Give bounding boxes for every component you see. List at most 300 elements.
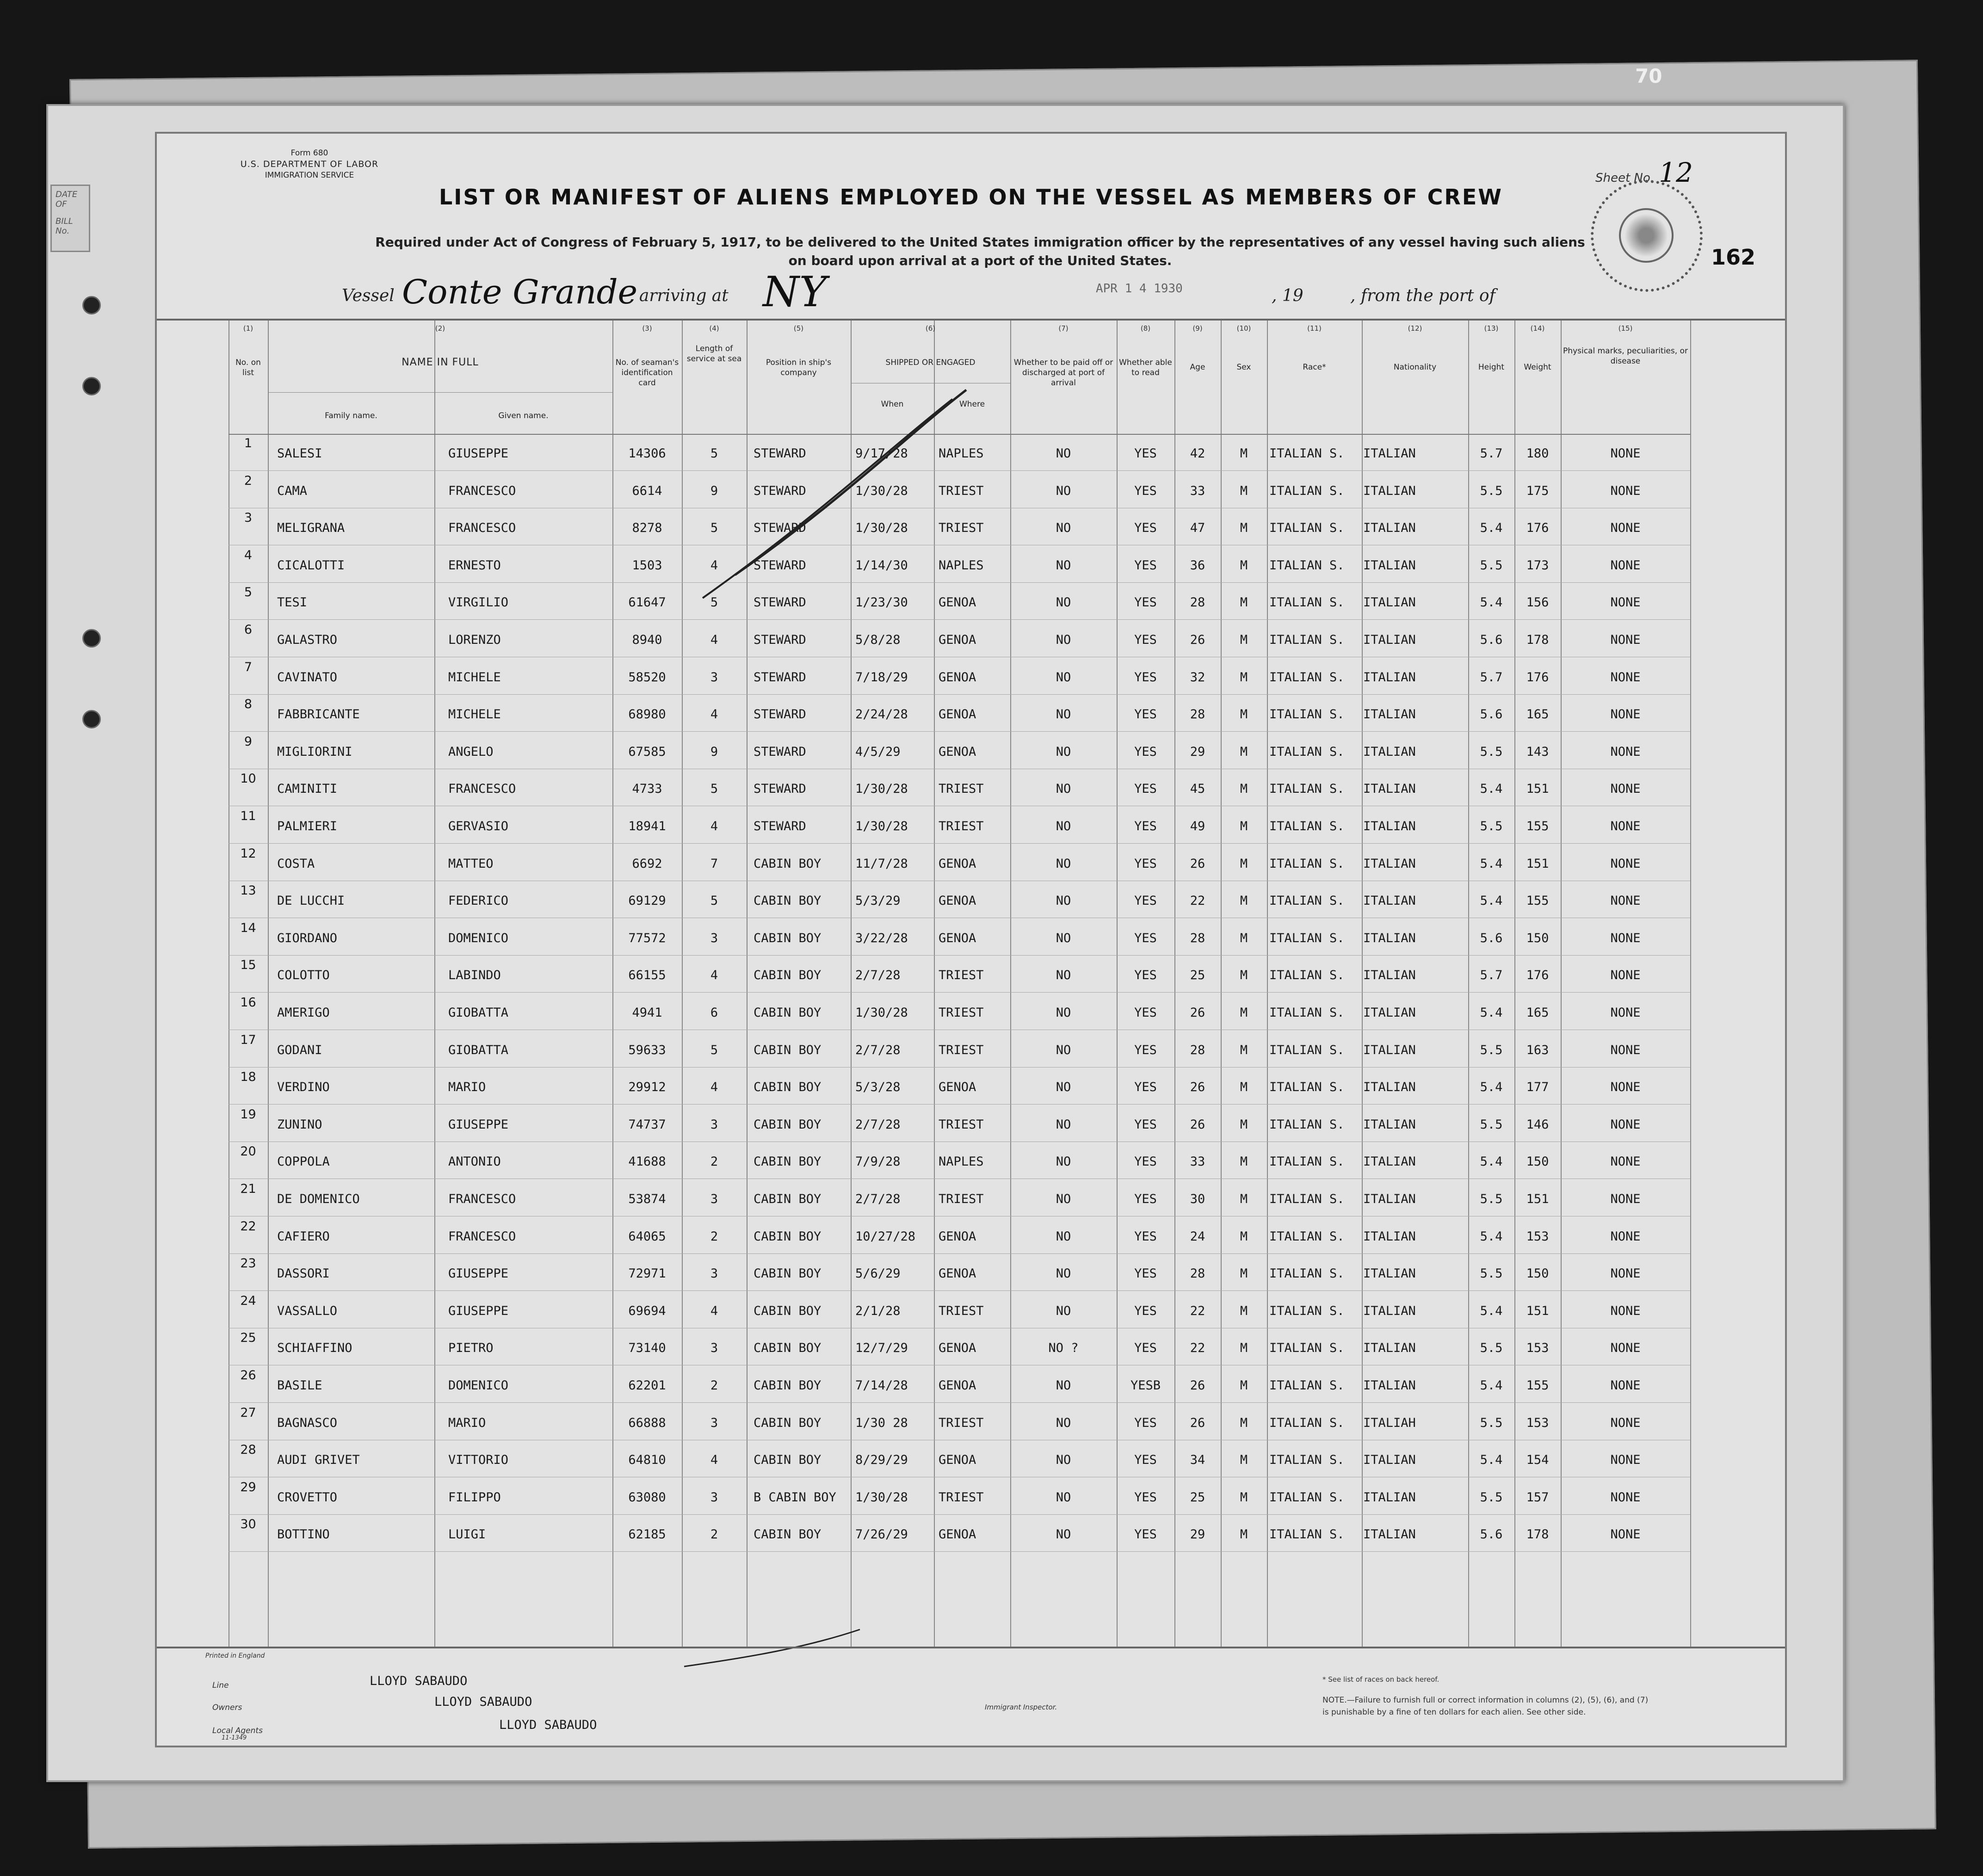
cell-marks: NONE (1610, 744, 1641, 759)
col-header-service: Length of service at sea (686, 344, 742, 364)
cell-where: TRIEST (939, 1117, 984, 1132)
cell-service: 3 (710, 1341, 718, 1356)
col-header-paid-off: Whether to be paid off or discharged at port of arrival (1013, 358, 1113, 388)
cell-position: STEWARD (754, 819, 806, 833)
col-header-sex: Sex (1236, 363, 1251, 372)
cell-height: 5.5 (1480, 744, 1503, 759)
cell-service: 2 (710, 1378, 718, 1393)
cell-where: TRIEST (939, 521, 984, 536)
cell-when: 8/29/29 (855, 1453, 908, 1468)
cell-race: ITALIAN S. (1269, 446, 1345, 461)
cell-when: 5/8/28 (855, 633, 901, 647)
cell-race: ITALIAN S. (1269, 595, 1345, 610)
cell-family: GIORDANO (277, 931, 338, 945)
col-header-age: Age (1190, 363, 1205, 372)
cell-no: 2 (244, 473, 253, 488)
cell-race: ITALIAN S. (1269, 1527, 1345, 1542)
cell-position: STEWARD (754, 633, 806, 647)
cell-height: 5.5 (1480, 1043, 1503, 1057)
crew-table (157, 321, 1785, 1647)
subtitle-line-1: Required under Act of Congress of February 5, 1917, to be delivered to the United States immigration officer by the representatives of any vessel having such aliens (375, 234, 1585, 250)
fine-note-line-2: is punishable by a fine of ten dollars for each alien. See other side. (1322, 1708, 1586, 1717)
cell-card: 4941 (632, 1006, 662, 1020)
cell-service: 9 (710, 744, 718, 759)
cell-position: CABIN BOY (754, 968, 822, 983)
cell-where: TRIEST (939, 1006, 984, 1020)
cell-service: 7 (710, 856, 718, 871)
cell-family: BOTTINO (277, 1527, 330, 1542)
cell-when: 4/5/29 (855, 744, 901, 759)
cell-nationality: ITALIAN (1363, 1527, 1416, 1542)
cell-given: MICHELE (448, 670, 501, 685)
cell-position: STEWARD (754, 595, 806, 610)
cell-position: CABIN BOY (754, 1080, 822, 1095)
cell-height: 5.7 (1480, 968, 1503, 983)
cell-height: 5.7 (1480, 670, 1503, 685)
cell-sex: M (1240, 1080, 1248, 1095)
col-num-12: (12) (1408, 324, 1422, 333)
cell-where: GENOA (939, 1229, 976, 1244)
cell-weight: 155 (1526, 894, 1549, 908)
cell-given: PIETRO (448, 1341, 494, 1356)
cell-race: ITALIAN S. (1269, 1415, 1345, 1430)
cell-nationality: ITALIAN (1363, 1490, 1416, 1505)
cell-nationality: ITALIAN (1363, 819, 1416, 833)
col-num-10: (10) (1236, 324, 1251, 333)
cell-sex: M (1240, 521, 1248, 536)
vessel-label: Vessel (342, 286, 395, 305)
cell-service: 5 (710, 894, 718, 908)
cell-age: 32 (1190, 670, 1205, 685)
cell-given: MICHELE (448, 707, 501, 722)
cell-paid: NO (1056, 1490, 1071, 1505)
cell-family: DE LUCCHI (277, 894, 345, 908)
cell-card: 66155 (628, 968, 666, 983)
cell-card: 62201 (628, 1378, 666, 1393)
cell-race: ITALIAN S. (1269, 670, 1345, 685)
cell-given: MATTEO (448, 856, 494, 871)
cell-family: COLOTTO (277, 968, 330, 983)
cell-when: 1/30/28 (855, 1490, 908, 1505)
cell-read: YES (1134, 707, 1157, 722)
cell-age: 28 (1190, 1043, 1205, 1057)
cell-paid: NO (1056, 670, 1071, 685)
cell-marks: NONE (1610, 446, 1641, 461)
cell-no: 1 (244, 436, 253, 450)
cell-paid: NO (1056, 968, 1071, 983)
cell-given: FRANCESCO (448, 782, 516, 796)
cell-sex: M (1240, 931, 1248, 945)
cell-race: ITALIAN S. (1269, 1490, 1345, 1505)
cell-height: 5.4 (1480, 1006, 1503, 1020)
cell-nationality: ITALIAN (1363, 1043, 1416, 1057)
cell-age: 26 (1190, 633, 1205, 647)
cell-nationality: ITALIAN (1363, 707, 1416, 722)
cell-weight: 178 (1526, 1527, 1549, 1542)
cell-no: 14 (240, 920, 256, 935)
cell-age: 36 (1190, 558, 1205, 573)
cell-when: 5/3/29 (855, 894, 901, 908)
cell-race: ITALIAN S. (1269, 968, 1345, 983)
cell-where: TRIEST (939, 1415, 984, 1430)
binder-hole (82, 377, 101, 395)
cell-age: 29 (1190, 1527, 1205, 1542)
cell-card: 77572 (628, 931, 666, 945)
cell-when: 7/14/28 (855, 1378, 908, 1393)
cell-service: 5 (710, 521, 718, 536)
cell-race: ITALIAN S. (1269, 856, 1345, 871)
cell-sex: M (1240, 483, 1248, 498)
cell-no: 6 (244, 623, 253, 637)
cell-weight: 157 (1526, 1490, 1549, 1505)
cell-position: CABIN BOY (754, 856, 822, 871)
cell-height: 5.5 (1480, 819, 1503, 833)
cell-where: GENOA (939, 1341, 976, 1356)
cell-marks: NONE (1610, 931, 1641, 945)
cell-position: CABIN BOY (754, 1229, 822, 1244)
cell-where: NAPLES (939, 1154, 984, 1169)
cell-nationality: ITALIAN (1363, 1229, 1416, 1244)
cell-weight: 151 (1526, 782, 1549, 796)
cell-read: YES (1134, 1303, 1157, 1318)
cell-where: GENOA (939, 670, 976, 685)
cell-marks: NONE (1610, 1415, 1641, 1430)
cell-when: 10/27/28 (855, 1229, 916, 1244)
cell-when: 2/24/28 (855, 707, 908, 722)
cell-race: ITALIAN S. (1269, 633, 1345, 647)
cell-marks: NONE (1610, 1341, 1641, 1356)
cell-family: MIGLIORINI (277, 744, 352, 759)
cell-race: ITALIAN S. (1269, 1154, 1345, 1169)
cell-height: 5.5 (1480, 1415, 1503, 1430)
cell-where: GENOA (939, 931, 976, 945)
col-num-11: (11) (1307, 324, 1322, 333)
cell-family: COSTA (277, 856, 315, 871)
cell-height: 5.4 (1480, 782, 1503, 796)
cell-sex: M (1240, 1006, 1248, 1020)
cell-card: 69129 (628, 894, 666, 908)
cell-race: ITALIAN S. (1269, 819, 1345, 833)
cell-age: 26 (1190, 1006, 1205, 1020)
cell-marks: NONE (1610, 483, 1641, 498)
cell-position: STEWARD (754, 782, 806, 796)
cell-when: 5/3/28 (855, 1080, 901, 1095)
cell-height: 5.6 (1480, 633, 1503, 647)
cell-when: 2/7/28 (855, 1043, 901, 1057)
cell-card: 68980 (628, 707, 666, 722)
cell-when: 2/1/28 (855, 1303, 901, 1318)
cell-marks: NONE (1610, 819, 1641, 833)
cell-family: BAGNASCO (277, 1415, 338, 1430)
cell-family: SCHIAFFINO (277, 1341, 352, 1356)
cell-position: CABIN BOY (754, 894, 822, 908)
cell-given: GIUSEPPE (448, 1266, 509, 1281)
cell-age: 45 (1190, 782, 1205, 796)
cell-read: YES (1134, 1490, 1157, 1505)
cell-service: 2 (710, 1229, 718, 1244)
cell-age: 22 (1190, 894, 1205, 908)
cell-card: 53874 (628, 1192, 666, 1206)
cell-read: YES (1134, 894, 1157, 908)
cell-race: ITALIAN S. (1269, 894, 1345, 908)
cell-paid: NO (1056, 446, 1071, 461)
line-label: Line (212, 1681, 229, 1690)
cell-sex: M (1240, 1117, 1248, 1132)
col-header-where: Where (959, 400, 985, 409)
cell-no: 27 (240, 1405, 256, 1420)
cell-card: 29912 (628, 1080, 666, 1095)
cell-height: 5.5 (1480, 1266, 1503, 1281)
cell-height: 5.5 (1480, 1490, 1503, 1505)
cell-weight: 165 (1526, 1006, 1549, 1020)
arrival-date-stamp: APR 1 4 1930 (1096, 282, 1183, 296)
cell-where: TRIEST (939, 782, 984, 796)
cell-given: LUIGI (448, 1527, 486, 1542)
line-value: LLOYD SABAUDO (370, 1674, 468, 1688)
cell-where: GENOA (939, 856, 976, 871)
cell-family: TESI (277, 595, 308, 610)
col-num-15: (15) (1618, 324, 1633, 333)
cell-given: FEDERICO (448, 894, 509, 908)
cell-where: GENOA (939, 1266, 976, 1281)
cell-position: STEWARD (754, 446, 806, 461)
cell-age: 47 (1190, 521, 1205, 536)
col-num-1: (1) (243, 324, 253, 333)
cell-family: PALMIERI (277, 819, 338, 833)
cell-nationality: ITALIAN (1363, 633, 1416, 647)
cell-family: CAFIERO (277, 1229, 330, 1244)
cell-where: TRIEST (939, 1043, 984, 1057)
cell-sex: M (1240, 894, 1248, 908)
cell-when: 3/22/28 (855, 931, 908, 945)
cell-nationality: ITALIAN (1363, 856, 1416, 871)
cell-card: 59633 (628, 1043, 666, 1057)
cell-weight: 146 (1526, 1117, 1549, 1132)
cell-service: 4 (710, 707, 718, 722)
side-label-bill: BILL No. (56, 216, 73, 236)
cell-family: VASSALLO (277, 1303, 338, 1318)
cell-nationality: ITALIAN (1363, 1266, 1416, 1281)
cell-given: GIUSEPPE (448, 446, 509, 461)
cell-nationality: ITALIAN (1363, 1303, 1416, 1318)
cell-paid: NO (1056, 1266, 1071, 1281)
cell-age: 25 (1190, 968, 1205, 983)
cell-sex: M (1240, 558, 1248, 573)
cell-card: 6614 (632, 483, 662, 498)
cell-read: YESB (1130, 1378, 1161, 1393)
cell-marks: NONE (1610, 1043, 1641, 1057)
cell-sex: M (1240, 1192, 1248, 1206)
col-num-14: (14) (1530, 324, 1545, 333)
cell-position: CABIN BOY (754, 1043, 822, 1057)
arrival-port: NY (763, 268, 827, 316)
cell-weight: 175 (1526, 483, 1549, 498)
cell-race: ITALIAN S. (1269, 931, 1345, 945)
cell-marks: NONE (1610, 1080, 1641, 1095)
cell-service: 5 (710, 782, 718, 796)
cell-service: 3 (710, 670, 718, 685)
cell-when: 2/7/28 (855, 1192, 901, 1206)
cell-position: CABIN BOY (754, 1266, 822, 1281)
cell-height: 5.5 (1480, 1341, 1503, 1356)
cell-sex: M (1240, 633, 1248, 647)
cell-when: 12/7/29 (855, 1341, 908, 1356)
col-num-3: (3) (642, 324, 652, 333)
cell-card: 74737 (628, 1117, 666, 1132)
cell-service: 4 (710, 968, 718, 983)
cell-family: ZUNINO (277, 1117, 322, 1132)
arriving-label: , arriving at (629, 286, 729, 305)
cell-position: STEWARD (754, 483, 806, 498)
cell-family: AUDI GRIVET (277, 1453, 360, 1468)
cell-position: CABIN BOY (754, 1378, 822, 1393)
cell-read: YES (1134, 819, 1157, 833)
cell-nationality: ITALIAN (1363, 1117, 1416, 1132)
cell-marks: NONE (1610, 1527, 1641, 1542)
cell-height: 5.5 (1480, 558, 1503, 573)
cell-sex: M (1240, 819, 1248, 833)
vessel-line (342, 268, 1544, 316)
cell-weight: 153 (1526, 1341, 1549, 1356)
cell-race: ITALIAN S. (1269, 782, 1345, 796)
cell-given: VIRGILIO (448, 595, 509, 610)
cell-height: 5.4 (1480, 1453, 1503, 1468)
cell-height: 5.5 (1480, 1192, 1503, 1206)
cell-read: YES (1134, 1006, 1157, 1020)
cell-marks: NONE (1610, 1154, 1641, 1169)
cell-given: GERVASIO (448, 819, 509, 833)
cell-height: 5.4 (1480, 521, 1503, 536)
cell-sex: M (1240, 856, 1248, 871)
col-num-9: (9) (1192, 324, 1203, 333)
cell-family: CICALOTTI (277, 558, 345, 573)
col-num-6: (6) (925, 324, 936, 333)
cell-card: 64065 (628, 1229, 666, 1244)
cell-race: ITALIAN S. (1269, 483, 1345, 498)
cell-nationality: ITALIAN (1363, 446, 1416, 461)
cell-paid: NO (1056, 633, 1071, 647)
cell-where: NAPLES (939, 558, 984, 573)
cell-card: 1503 (632, 558, 662, 573)
cell-nationality: ITALIAN (1363, 782, 1416, 796)
cell-when: 1/30/28 (855, 819, 908, 833)
cell-marks: NONE (1610, 670, 1641, 685)
cell-given: GIUSEPPE (448, 1117, 509, 1132)
cell-height: 5.5 (1480, 1117, 1503, 1132)
cell-where: GENOA (939, 744, 976, 759)
cell-nationality: ITALIAN (1363, 1341, 1416, 1356)
cell-marks: NONE (1610, 521, 1641, 536)
cell-height: 5.6 (1480, 931, 1503, 945)
cell-where: GENOA (939, 595, 976, 610)
cell-paid: NO (1056, 894, 1071, 908)
cell-marks: NONE (1610, 707, 1641, 722)
cell-no: 24 (240, 1293, 256, 1308)
cell-paid: NO ? (1048, 1341, 1079, 1356)
cell-no: 5 (244, 585, 253, 600)
cell-given: ANTONIO (448, 1154, 501, 1169)
cell-given: GIUSEPPE (448, 1303, 509, 1318)
cell-marks: NONE (1610, 856, 1641, 871)
cell-where: GENOA (939, 1527, 976, 1542)
cell-read: YES (1134, 1154, 1157, 1169)
cell-when: 11/7/28 (855, 856, 908, 871)
cell-given: DOMENICO (448, 1378, 509, 1393)
cell-paid: NO (1056, 782, 1071, 796)
cell-marks: NONE (1610, 1453, 1641, 1468)
col-header-position: Position in ship's company (766, 358, 832, 377)
cell-marks: NONE (1610, 1006, 1641, 1020)
cell-read: YES (1134, 595, 1157, 610)
cell-no: 9 (244, 734, 253, 749)
cell-no: 8 (244, 697, 253, 712)
cell-card: 64810 (628, 1453, 666, 1468)
cell-no: 23 (240, 1256, 256, 1271)
col-header-shipped: SHIPPED OR ENGAGED (885, 358, 976, 367)
cell-sex: M (1240, 1490, 1248, 1505)
cell-paid: NO (1056, 1006, 1071, 1020)
cell-no: 13 (240, 883, 256, 898)
cell-when: 1/30/28 (855, 521, 908, 536)
cell-card: 4733 (632, 782, 662, 796)
cell-marks: NONE (1610, 1303, 1641, 1318)
cell-race: ITALIAN S. (1269, 558, 1345, 573)
cell-nationality: ITALIAN (1363, 931, 1416, 945)
cell-given: ERNESTO (448, 558, 501, 573)
cell-age: 28 (1190, 931, 1205, 945)
cell-no: 12 (240, 846, 256, 861)
cell-nationality: ITALIAN (1363, 894, 1416, 908)
cell-weight: 155 (1526, 819, 1549, 833)
cell-race: ITALIAN S. (1269, 1303, 1345, 1318)
cell-family: GODANI (277, 1043, 322, 1057)
cell-read: YES (1134, 856, 1157, 871)
cell-weight: 180 (1526, 446, 1549, 461)
cell-nationality: ITALIAN (1363, 1080, 1416, 1095)
cell-age: 26 (1190, 1415, 1205, 1430)
owners-value: LLOYD SABAUDO (434, 1695, 532, 1709)
cell-age: 42 (1190, 446, 1205, 461)
cell-no: 29 (240, 1480, 256, 1494)
cell-race: ITALIAN S. (1269, 1453, 1345, 1468)
manifest-title: LIST OR MANIFEST OF ALIENS EMPLOYED ON THE VESSEL AS MEMBERS OF CREW (439, 185, 1503, 210)
cell-height: 5.4 (1480, 856, 1503, 871)
cell-card: 62185 (628, 1527, 666, 1542)
cell-age: 22 (1190, 1341, 1205, 1356)
cell-weight: 163 (1526, 1043, 1549, 1057)
cell-age: 30 (1190, 1192, 1205, 1206)
cell-height: 5.5 (1480, 483, 1503, 498)
stamp-number: 162 (1711, 245, 1756, 270)
cell-family: CROVETTO (277, 1490, 338, 1505)
cell-read: YES (1134, 1043, 1157, 1057)
cell-when: 7/26/29 (855, 1527, 908, 1542)
cell-marks: NONE (1610, 1378, 1641, 1393)
col-header-nationality: Nationality (1393, 363, 1437, 372)
cell-given: FRANCESCO (448, 1229, 516, 1244)
cell-sex: M (1240, 1154, 1248, 1169)
vessel-name: Conte Grande (402, 272, 638, 311)
cell-read: YES (1134, 446, 1157, 461)
cell-no: 15 (240, 958, 256, 973)
cell-weight: 153 (1526, 1229, 1549, 1244)
cell-race: ITALIAN S. (1269, 1080, 1345, 1095)
cell-height: 5.6 (1480, 1527, 1503, 1542)
cell-nationality: ITALIAN (1363, 968, 1416, 983)
cell-nationality: ITALIAN (1363, 670, 1416, 685)
cell-when: 1/14/30 (855, 558, 908, 573)
cell-service: 3 (710, 1490, 718, 1505)
